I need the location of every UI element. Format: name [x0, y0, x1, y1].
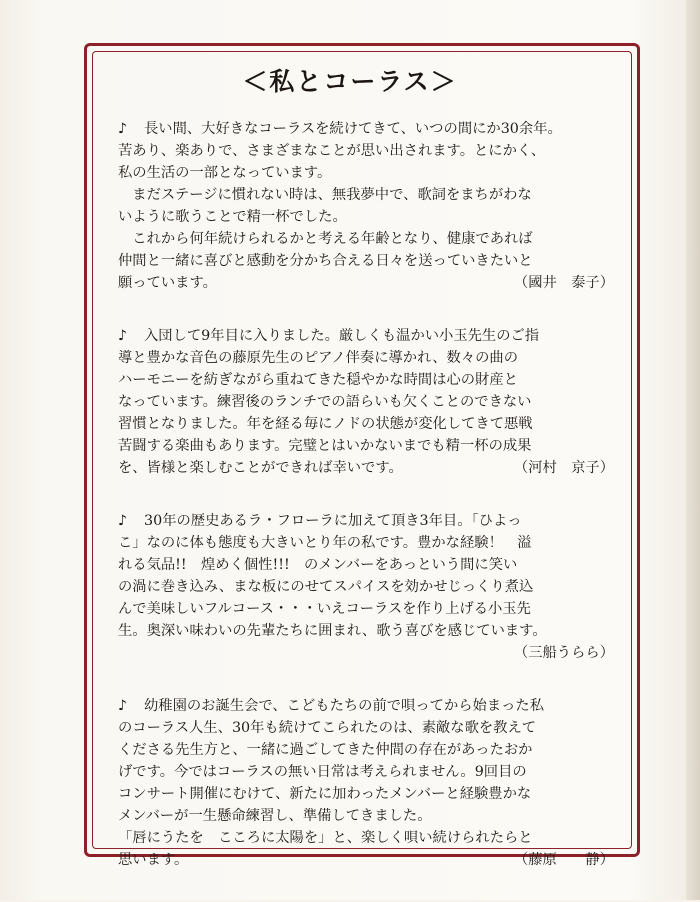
essay-line: こ」なのに体も態度も大きいとり年の私です。豊かな経験！ 溢	[118, 535, 532, 551]
author-name: （河村 京子）	[513, 460, 614, 476]
essay-line: 導と豊かな音色の藤原先生のピアノ伴奏に導かれ、数々の曲の	[118, 350, 519, 366]
essay-line: げです。今ではコーラスの無い日常は考えられません。9回目の	[118, 764, 527, 780]
music-note-icon: ♪	[118, 698, 128, 714]
essay-line: ハーモニーを紡ぎながら重ねてきた穏やかな時間は心の財産と	[118, 372, 518, 388]
essay-line: れる気品!! 煌めく個性!!! のメンバーをあっという間に笑い	[118, 557, 518, 573]
essay-entry-3	[118, 510, 618, 664]
essay-line: 思います。	[118, 852, 189, 868]
essay-line: これから何年続けられるかと考える年齢となり、健康であれば	[118, 231, 533, 247]
essay-line: 苦闘する楽曲もあります。完璧とはいかないまでも精一杯の成果	[118, 438, 532, 454]
essay-line: 願っています。	[118, 275, 217, 291]
author-name: （藤原 静）	[513, 852, 614, 868]
essay-line: くださる先生方と、一緒に過ごしてきた仲間の存在があったおか	[118, 742, 533, 758]
music-note-icon: ♪	[118, 513, 128, 529]
essay-line: んで美味しいフルコース・・・いえコーラスを作り上げる小玉先	[118, 601, 531, 617]
essay-entry-4	[118, 695, 618, 871]
essay-line: いように歌うことで精一杯でした。	[118, 209, 347, 225]
music-note-icon: ♪	[118, 328, 128, 344]
essay-line: の渦に巻き込み、まな板にのせてスパイスを効かせじっくり煮込	[118, 579, 534, 595]
essay-line: を、皆様と楽しむことができれば幸いです。	[118, 460, 403, 476]
essay-line: なっています。練習後のランチでの語らいも欠くことのできない	[118, 394, 532, 410]
essay-line: メンバーが一生懸命練習し、準備してきました。	[118, 808, 432, 824]
essay-line: コンサート開催にむけて、新たに加わったメンバーと経験豊かな	[118, 786, 532, 802]
essay-line: 生。奥深い味わいの先輩たちに囲まれ、歌う喜びを感じています。	[118, 623, 547, 639]
essay-list	[118, 118, 618, 902]
essay-line: 習慣となりました。年を経る毎にノドの状態が変化してきて悪戦	[118, 416, 533, 432]
essay-line: 入団して9年目に入りました。厳しくも温かい小玉先生のご指	[144, 328, 540, 344]
essay-entry-2	[118, 325, 618, 479]
essay-line: 30年の歴史あるラ・フローラに加えて頂き3年目。「ひよっ	[144, 513, 522, 529]
music-note-icon: ♪	[118, 121, 128, 137]
essay-line: 長い間、大好きなコーラスを続けてきて、いつの間にか30余年。	[144, 121, 562, 137]
author-name: （三船うらら）	[513, 645, 614, 661]
essay-line: 「唇にうたを こころに太陽を」と、楽しく唄い続けられたらと	[118, 830, 533, 846]
page-spine-shadow	[686, 0, 700, 900]
essay-line: のコーラス人生、30年も続けてこられたのは、素敵な歌を教えて	[118, 720, 537, 736]
essay-entry-1	[118, 118, 618, 294]
essay-line: 私の生活の一部となっています。	[118, 165, 332, 181]
essay-line: まだステージに慣れない時は、無我夢中で、歌詞をまちがわな	[118, 187, 532, 203]
essay-line: 仲間と一緒に喜びと感動を分かち合える日々を送っていきたいと	[118, 253, 533, 269]
essay-line: 苦あり、楽ありで、さまざまなことが思い出されます。とにかく、	[118, 143, 546, 159]
essay-line: 幼稚園のお誕生会で、こどもたちの前で唄ってから始まった私	[144, 698, 545, 714]
author-name: （國井 泰子）	[513, 275, 614, 291]
page-title: ＜私とコーラス＞	[242, 67, 458, 96]
